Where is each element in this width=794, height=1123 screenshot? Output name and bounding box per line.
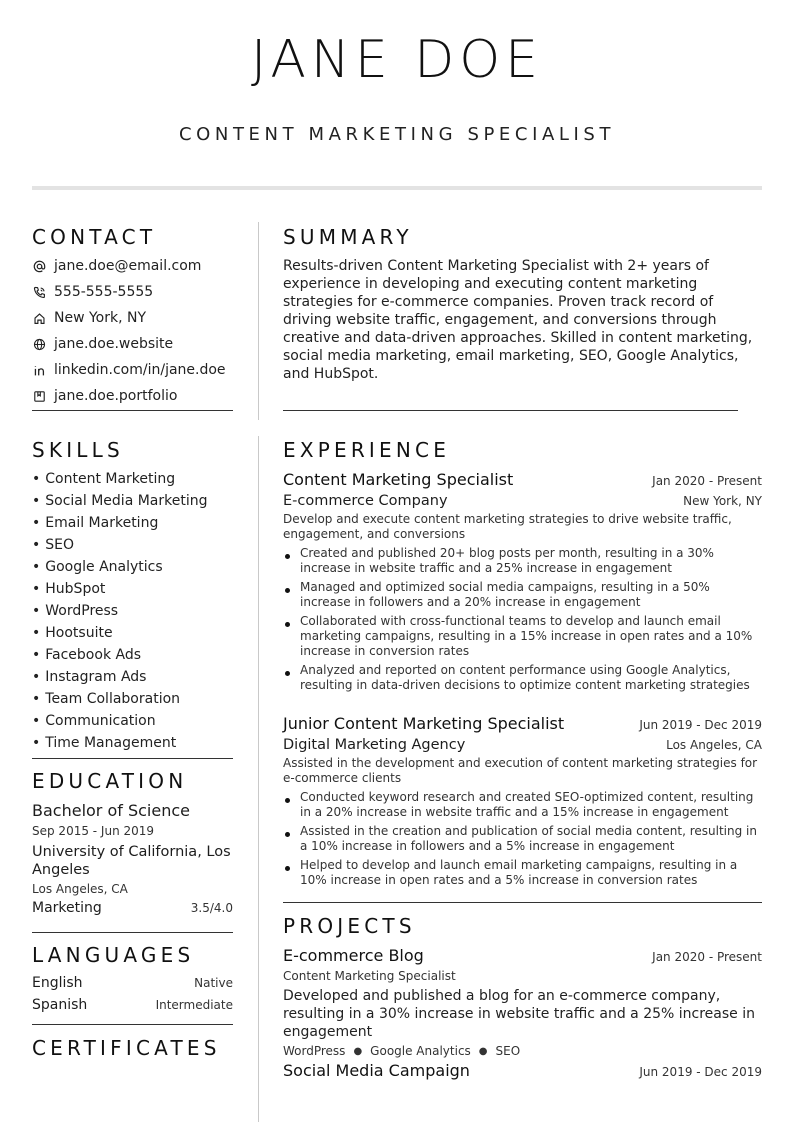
job-entry bbox=[283, 470, 762, 697]
job-bullets bbox=[283, 546, 762, 693]
job-title-header: CONTENT MARKETING SPECIALIST bbox=[178, 124, 616, 145]
tag-separator: ● bbox=[478, 1046, 488, 1057]
globe-icon bbox=[32, 337, 46, 351]
linkedin-icon bbox=[32, 363, 46, 377]
experience-divider bbox=[283, 902, 762, 903]
contact-website-text: jane.doe.website bbox=[54, 336, 174, 352]
job-bullet: Created and published 20+ blog posts per month, resulting in a 30% increase in website traffic and a 25% increase in engagement bbox=[283, 546, 762, 576]
contact-linkedin[interactable] bbox=[32, 360, 226, 380]
project-title: Social Media Campaign bbox=[283, 1061, 470, 1080]
skill-item: • Communication bbox=[32, 711, 156, 731]
language-row bbox=[32, 997, 233, 1013]
portfolio-icon bbox=[32, 389, 46, 403]
job-bullet: Helped to develop and launch email marketing campaigns, resulting in a 10% increase in open rates and a 5% increase in conversion rates bbox=[283, 858, 762, 888]
contact-location bbox=[32, 308, 146, 328]
job-bullet: Analyzed and reported on content performance using Google Analytics, resulting in data-driven decisions to optimize content marketing strategies bbox=[283, 663, 762, 693]
project-tags bbox=[283, 1044, 762, 1059]
education-gpa: 3.5/4.0 bbox=[190, 901, 233, 915]
column-divider-top bbox=[258, 222, 259, 420]
job-title: Content Marketing Specialist bbox=[283, 470, 514, 489]
tag-separator: ● bbox=[353, 1046, 363, 1057]
language-level: Native bbox=[194, 976, 233, 990]
skill-item: • SEO bbox=[32, 535, 74, 555]
candidate-name: JANE DOE bbox=[250, 30, 544, 90]
summary-divider bbox=[283, 410, 738, 411]
skill-item: • Email Marketing bbox=[32, 513, 158, 533]
education-degree: Bachelor of Science bbox=[32, 801, 190, 820]
education-dates: Sep 2015 - Jun 2019 bbox=[32, 824, 155, 838]
job-entry bbox=[283, 714, 762, 892]
certificates-heading: CERTIFICATES bbox=[32, 1036, 221, 1060]
language-level: Intermediate bbox=[155, 998, 233, 1012]
skills-heading: SKILLS bbox=[32, 438, 124, 462]
experience-heading: EXPERIENCE bbox=[283, 438, 451, 462]
education-field: Marketing bbox=[32, 900, 102, 916]
job-company: Digital Marketing Agency bbox=[283, 737, 466, 753]
summary-text: Results-driven Content Marketing Specialist with 2+ years of experience in developing and executing content marketing strategies for e-commerce companies. Proven track record of driving website traffic, engagement, and conversions through creative and data-driven approaches. Skilled in content marketing, social media marketing, email marketing, SEO, Google Analytics, and HubSpot. bbox=[283, 258, 753, 382]
language-name: Spanish bbox=[32, 997, 88, 1013]
skill-item: • Social Media Marketing bbox=[32, 491, 208, 511]
contact-heading: CONTACT bbox=[32, 225, 157, 249]
project-entry bbox=[283, 1061, 762, 1080]
project-entry bbox=[283, 946, 762, 1059]
job-dates: Jun 2019 - Dec 2019 bbox=[639, 718, 762, 732]
job-bullets bbox=[283, 790, 762, 888]
contact-portfolio[interactable] bbox=[32, 386, 177, 406]
project-tag: WordPress bbox=[283, 1044, 346, 1058]
summary-heading: SUMMARY bbox=[283, 225, 413, 249]
contact-divider bbox=[32, 410, 233, 411]
project-dates: Jun 2019 - Dec 2019 bbox=[639, 1065, 762, 1079]
language-row bbox=[32, 975, 233, 991]
home-icon bbox=[32, 311, 46, 325]
contact-location-text: New York, NY bbox=[54, 310, 147, 326]
job-bullet: Assisted in the creation and publication of social media content, resulting in a 10% increase in followers and a 5% increase in engagement bbox=[283, 824, 762, 854]
project-title: E-commerce Blog bbox=[283, 946, 424, 965]
job-location: Los Angeles, CA bbox=[666, 738, 762, 752]
job-location: New York, NY bbox=[683, 494, 762, 508]
skill-item: • WordPress bbox=[32, 601, 118, 621]
skill-item: • Content Marketing bbox=[32, 469, 175, 489]
education-divider bbox=[32, 932, 233, 933]
phone-icon bbox=[32, 285, 46, 299]
contact-email[interactable] bbox=[32, 256, 201, 276]
skill-item: • HubSpot bbox=[32, 579, 105, 599]
education-location: Los Angeles, CA bbox=[32, 882, 128, 896]
language-name: English bbox=[32, 975, 83, 991]
column-divider-bottom bbox=[258, 436, 259, 1122]
skill-item: • Google Analytics bbox=[32, 557, 163, 577]
contact-portfolio-text: jane.doe.portfolio bbox=[54, 388, 178, 404]
skill-item: • Hootsuite bbox=[32, 623, 113, 643]
contact-phone[interactable] bbox=[32, 282, 153, 302]
job-description: Assisted in the development and execution of content marketing strategies for e-commerce clients bbox=[283, 756, 758, 785]
contact-website[interactable] bbox=[32, 334, 173, 354]
job-bullet: Conducted keyword research and created SEO-optimized content, resulting in a 20% increase in website traffic and a 15% increase in engagement bbox=[283, 790, 762, 820]
project-dates: Jan 2020 - Present bbox=[652, 950, 762, 964]
skill-item: • Facebook Ads bbox=[32, 645, 141, 665]
contact-phone-text: 555-555-5555 bbox=[54, 284, 154, 300]
job-bullet: Managed and optimized social media campaigns, resulting in a 50% increase in followers and a 20% increase in engagement bbox=[283, 580, 762, 610]
education-heading: EDUCATION bbox=[32, 769, 188, 793]
at-icon bbox=[32, 259, 46, 273]
project-tag: Google Analytics bbox=[370, 1044, 471, 1058]
languages-heading: LANGUAGES bbox=[32, 943, 195, 967]
skills-divider bbox=[32, 758, 233, 759]
job-description: Develop and execute content marketing strategies to drive website traffic, engagement, and conversions bbox=[283, 512, 732, 541]
contact-email-text: jane.doe@email.com bbox=[54, 258, 202, 274]
skill-item: • Team Collaboration bbox=[32, 689, 180, 709]
job-title: Junior Content Marketing Specialist bbox=[283, 714, 565, 733]
skill-item: • Instagram Ads bbox=[32, 667, 146, 687]
education-school: University of California, Los Angeles bbox=[32, 844, 231, 878]
job-company: E-commerce Company bbox=[283, 493, 448, 509]
header-divider bbox=[32, 186, 762, 190]
education-entry bbox=[32, 801, 233, 916]
languages-divider bbox=[32, 1024, 233, 1025]
project-description: Developed and published a blog for an e-commerce company, resulting in a 30% increase in website traffic and a 25% increase in engagement bbox=[283, 988, 755, 1040]
contact-linkedin-text: linkedin.com/in/jane.doe bbox=[54, 362, 226, 378]
project-tag: SEO bbox=[495, 1044, 521, 1058]
job-bullet: Collaborated with cross-functional teams to develop and launch email marketing campaigns, resulting in a 15% increase in open rates and a 10% increase in conversion rates bbox=[283, 614, 762, 659]
projects-heading: PROJECTS bbox=[283, 914, 416, 938]
project-role: Content Marketing Specialist bbox=[283, 969, 456, 983]
skill-item: • Time Management bbox=[32, 733, 176, 753]
job-dates: Jan 2020 - Present bbox=[652, 474, 762, 488]
